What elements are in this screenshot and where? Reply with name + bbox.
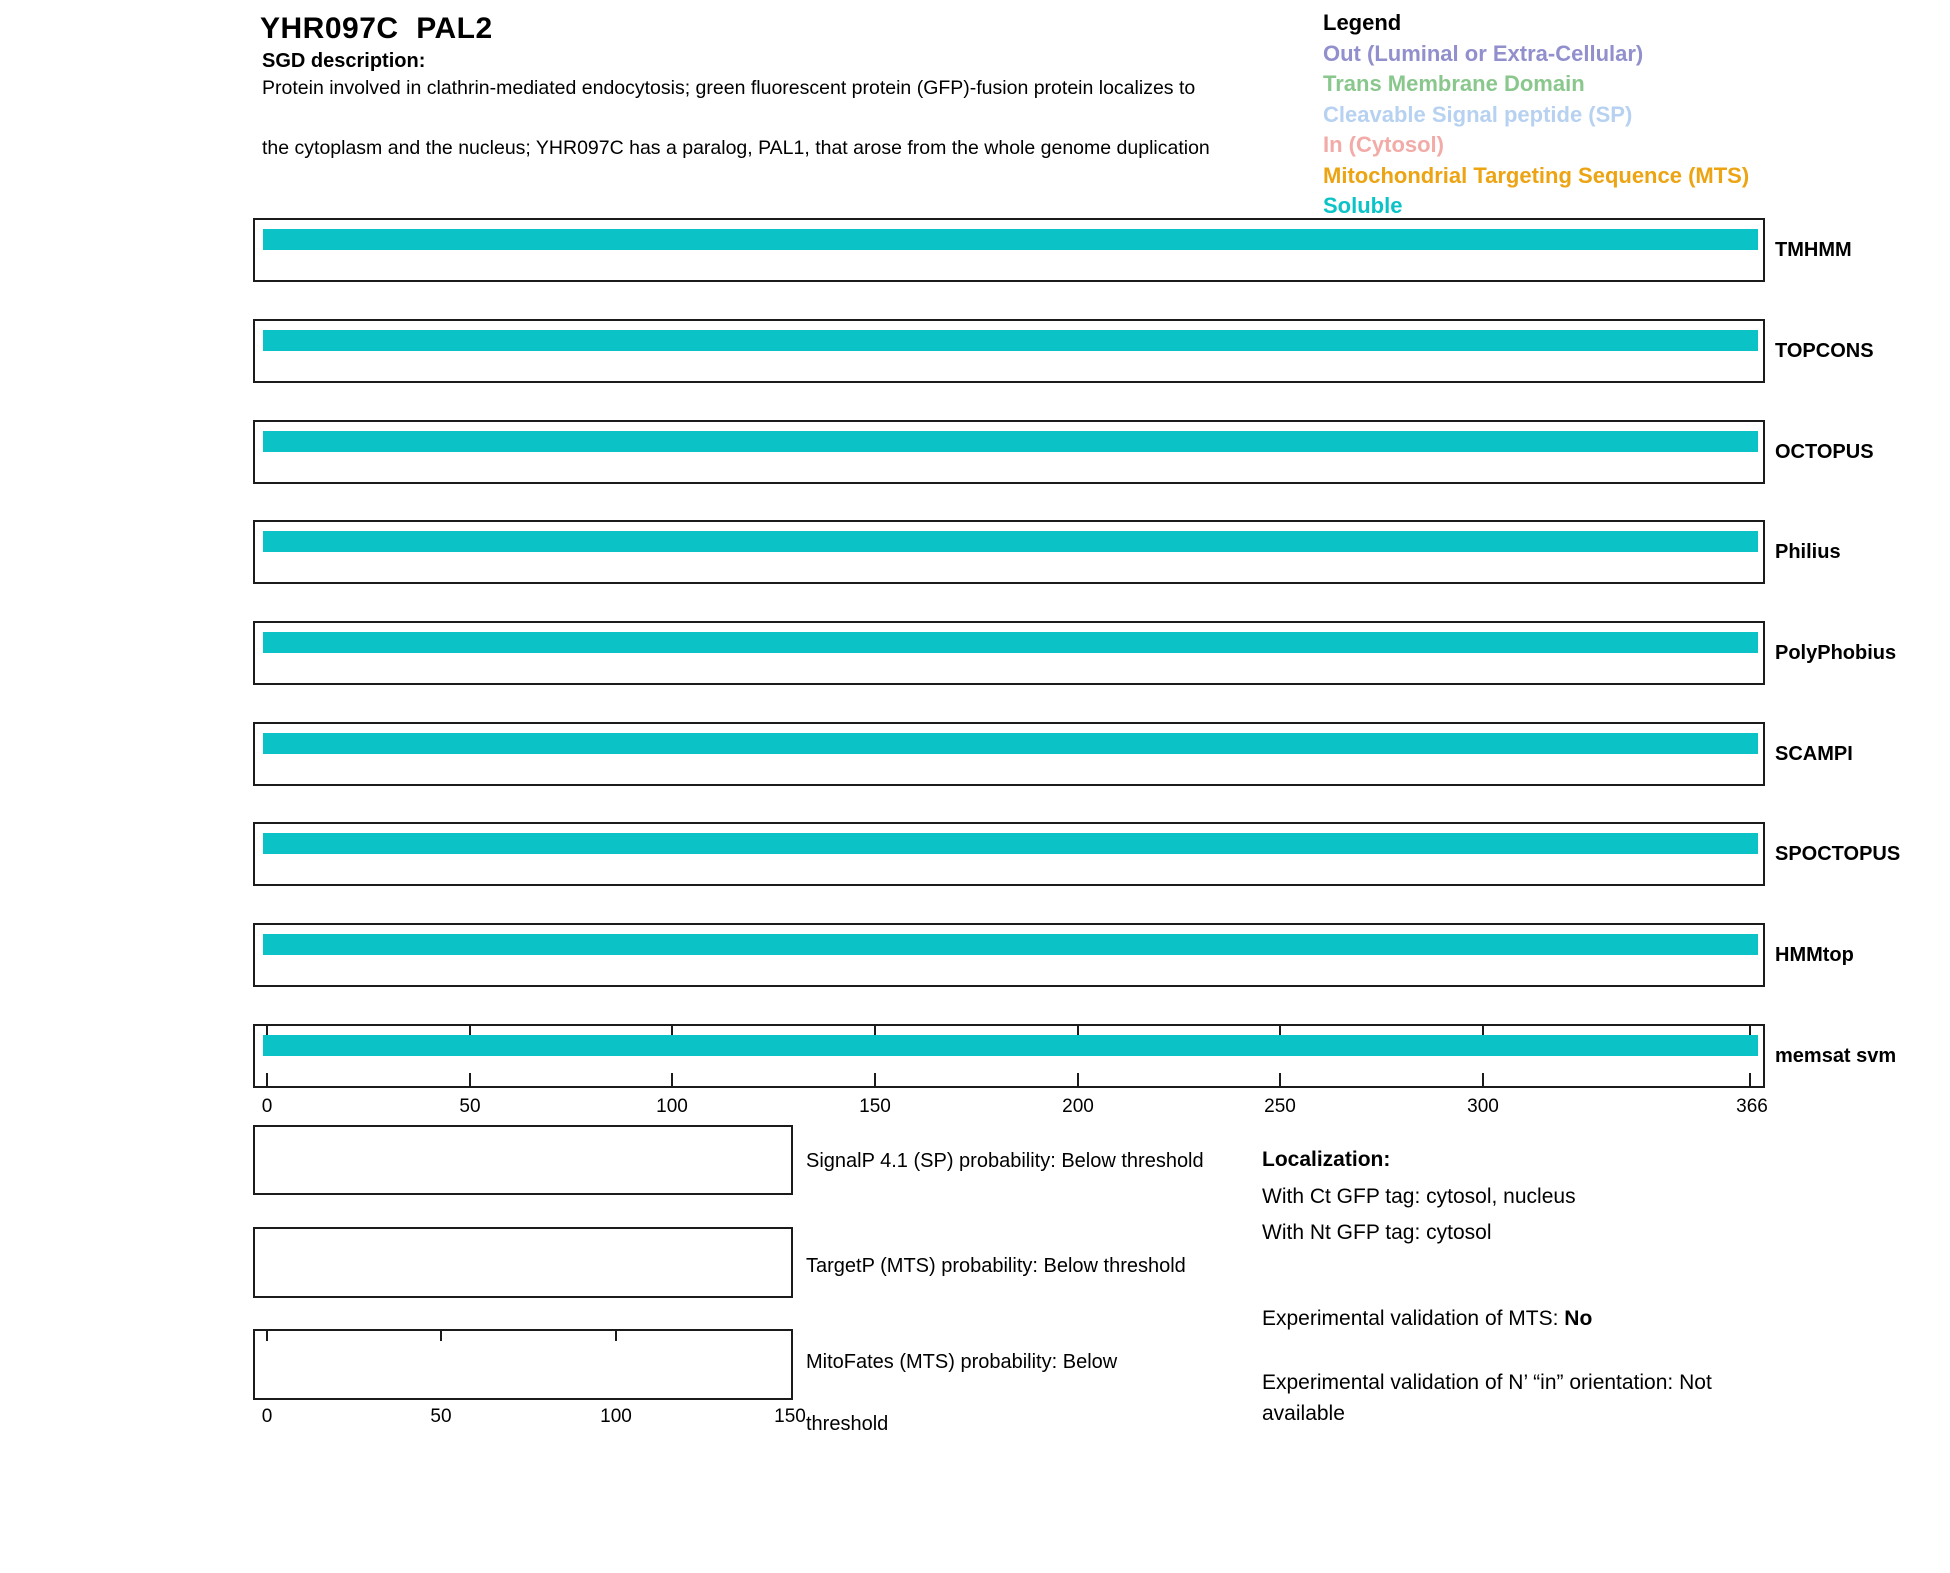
mts-validation-label: Experimental validation of MTS: [1262,1307,1565,1330]
soluble-span-bar [263,229,1758,250]
soluble-span-bar [263,632,1758,653]
targetp-plot-box [253,1227,793,1298]
axis-tick [615,1331,617,1341]
axis-tick [266,1331,268,1341]
orientation-validation-value: Not available [1262,1371,1712,1425]
track-label-tmhmm: TMHMM [1775,239,1852,261]
track-label-spoctopus: SPOCTOPUS [1775,843,1901,865]
mitofates-label-line2: threshold [806,1413,889,1435]
axis-tick [1749,1073,1751,1086]
soluble-span-bar [263,531,1758,552]
mts-validation-value: No [1564,1307,1593,1330]
track-box-philius [253,520,1765,584]
track-label-scampi: SCAMPI [1775,743,1853,765]
legend-item-in: In (Cytosol) [1323,132,1444,157]
x-axis-tick-label: 250 [1264,1096,1296,1117]
legend-item-soluble: Soluble [1323,193,1403,218]
axis-tick [469,1073,471,1086]
small-axis-tick-label: 150 [774,1406,806,1427]
mitofates-plot-label [806,1347,1117,1440]
x-axis-tick-label: 200 [1062,1096,1094,1117]
track-box-tmhmm [253,218,1765,282]
legend-title: Legend [1323,10,1402,35]
axis-tick [1077,1073,1079,1086]
soluble-span-bar [263,833,1758,854]
mitofates-plot-box [253,1329,793,1400]
signalp-plot-label: SignalP 4.1 (SP) probability: Below threshold [806,1150,1204,1172]
axis-tick [874,1073,876,1086]
small-axis-tick-label: 100 [600,1406,632,1427]
soluble-span-bar [263,1035,1758,1056]
legend-item-out: Out (Luminal or Extra-Cellular) [1323,40,1644,66]
axis-tick [266,1073,268,1086]
sgd-description-line1: Protein involved in clathrin-mediated endocytosis; green fluorescent protein (GFP)-fusion protein localizes to [262,77,1196,99]
localization-ct-gfp: With Ct GFP tag: cytosol, nucleus [1262,1185,1576,1208]
track-label-hmmtop: HMMtop [1775,944,1854,966]
track-label-topcons: TOPCONS [1775,340,1874,362]
mts-validation-line [1262,1307,1592,1331]
track-box-octopus [253,420,1765,484]
orientation-validation-line [1262,1367,1740,1429]
track-box-spoctopus [253,822,1765,886]
track-box-scampi [253,722,1765,786]
track-label-memsat-svm: memsat svm [1775,1045,1897,1067]
signalp-plot-box [253,1125,793,1195]
track-label-philius: Philius [1775,541,1841,563]
track-box-topcons [253,319,1765,383]
small-axis-tick-label: 50 [430,1406,452,1427]
localization-heading: Localization: [1262,1148,1391,1171]
x-axis-tick-label: 300 [1467,1096,1499,1117]
x-axis-tick-label: 366 [1736,1096,1768,1117]
small-axis-tick-label: 0 [261,1406,273,1427]
track-box-polyphobius [253,621,1765,685]
axis-tick [1482,1073,1484,1086]
mitofates-label-line1: MitoFates (MTS) probability: Below [806,1351,1118,1373]
x-axis-tick-label: 0 [261,1096,273,1117]
x-axis-tick-label: 50 [459,1096,481,1117]
legend-item-mts: Mitochondrial Targeting Sequence (MTS) [1323,162,1750,188]
orientation-validation-label: Experimental validation of N’ “in” orientation: [1262,1371,1680,1394]
soluble-span-bar [263,733,1758,754]
track-box-hmmtop [253,923,1765,987]
track-box-memsat-svm [253,1024,1765,1088]
axis-tick [1279,1073,1281,1086]
targetp-plot-label: TargetP (MTS) probability: Below threshold [806,1255,1186,1277]
soluble-span-bar [263,934,1758,955]
legend-item-tm: Trans Membrane Domain [1323,71,1585,96]
page-title: YHR097C PAL2 [260,12,493,45]
sgd-description-heading: SGD description: [262,50,426,72]
track-label-octopus: OCTOPUS [1775,441,1874,463]
localization-nt-gfp: With Nt GFP tag: cytosol [1262,1221,1492,1244]
legend [1323,8,1749,222]
soluble-span-bar [263,431,1758,452]
legend-item-sp: Cleavable Signal peptide (SP) [1323,101,1633,127]
x-axis-tick-label: 150 [859,1096,891,1117]
track-label-polyphobius: PolyPhobius [1775,642,1897,664]
axis-tick [671,1073,673,1086]
x-axis-tick-label: 100 [656,1096,688,1117]
soluble-span-bar [263,330,1758,351]
axis-tick [440,1331,442,1341]
sgd-description-line2: the cytoplasm and the nucleus; YHR097C has a paralog, PAL1, that arose from the whole genome duplication [262,137,1210,159]
sgd-description-text [262,73,1210,163]
